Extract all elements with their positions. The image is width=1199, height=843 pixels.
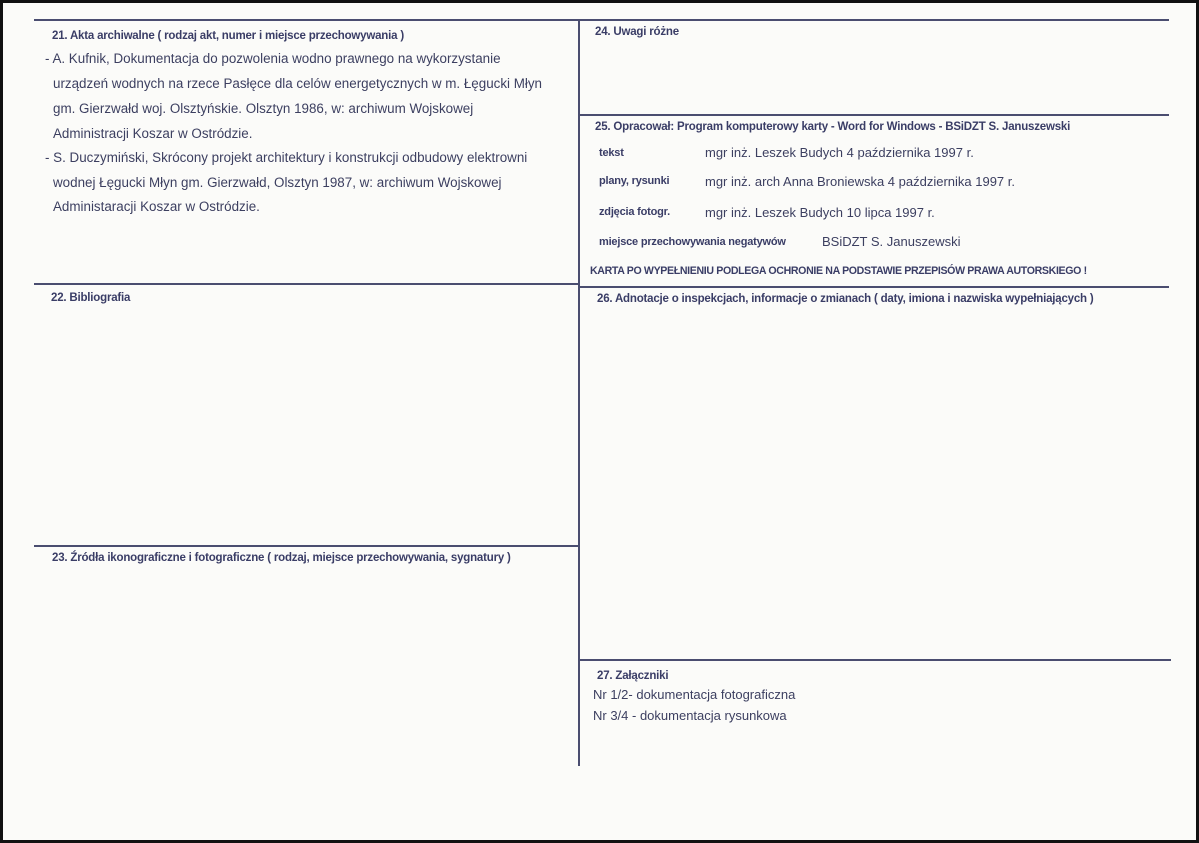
section-21-line-4: Administracji Koszar w Ostródzie. [53,126,253,141]
section-25-label-negatives: miejsce przechowywania negatywów [599,236,786,248]
section-25-label-text: tekst [599,147,624,159]
top-rule [34,19,1169,21]
section-21-line-6: wodnej Łęgucki Młyn gm. Gierzwałd, Olsztyn 1987, w: archiwum Wojskowej [53,175,502,190]
left-rule-22-23 [34,545,580,547]
section-27-line-1: Nr 1/2- dokumentacja fotograficzna [593,687,796,702]
section-26-heading: 26. Adnotacje o inspekcjach, informacje o zmianach ( daty, imiona i nazwiska wypełniających ) [597,293,1094,305]
section-21-line-5: - S. Duczymiński, Skrócony projekt architektury i konstrukcji odbudowy elektrowni [45,150,528,165]
right-rule-26-27 [580,659,1171,661]
section-21-heading: 21. Akta archiwalne ( rodzaj akt, numer i miejsce przechowywania ) [52,30,404,42]
section-25-value-photos: mgr inż. Leszek Budych 10 lipca 1997 r. [705,205,935,220]
section-22-heading: 22. Bibliografia [51,292,131,304]
section-23-heading: 23. Źródła ikonograficzne i fotograficzne ( rodzaj, miejsce przechowywania, sygnatury ) [52,552,511,564]
section-21-line-7: Administaracji Koszar w Ostródzie. [53,199,260,214]
copyright-notice: KARTA PO WYPEŁNIENIU PODLEGA OCHRONIE NA PODSTAWIE PRZEPISÓW PRAWA AUTORSKIEGO ! [590,265,1087,277]
left-rule-21-22 [34,283,580,285]
section-25-label-drawings: plany, rysunki [599,175,670,187]
section-25-value-negatives: BSiDZT S. Januszewski [822,234,961,249]
section-25-value-text: mgr inż. Leszek Budych 4 października 1997 r. [705,145,974,160]
section-27-line-2: Nr 3/4 - dokumentacja rysunkowa [593,708,787,723]
right-rule-24-25 [580,114,1169,116]
section-21-line-2: urządzeń wodnych na rzece Pasłęce dla celów energetycznych w m. Łęgucki Młyn [53,76,543,91]
right-rule-25-26 [580,286,1169,288]
section-27-heading: 27. Załączniki [597,670,669,682]
center-divider [578,19,580,766]
section-25-label-photos: zdjęcia fotogr. [599,206,670,218]
section-21-line-1: - A. Kufnik, Dokumentacja do pozwolenia wodno prawnego na wykorzystanie [45,51,501,66]
section-25-heading: 25. Opracował: Program komputerowy karty - Word for Windows - BSiDZT S. Januszewski [595,121,1071,133]
section-25-value-drawings: mgr inż. arch Anna Broniewska 4 października 1997 r. [705,174,1016,189]
section-21-line-3: gm. Gierzwałd woj. Olsztyńskie. Olsztyn 1986, w: archiwum Wojskowej [53,101,474,116]
section-24-heading: 24. Uwagi różne [595,26,679,38]
